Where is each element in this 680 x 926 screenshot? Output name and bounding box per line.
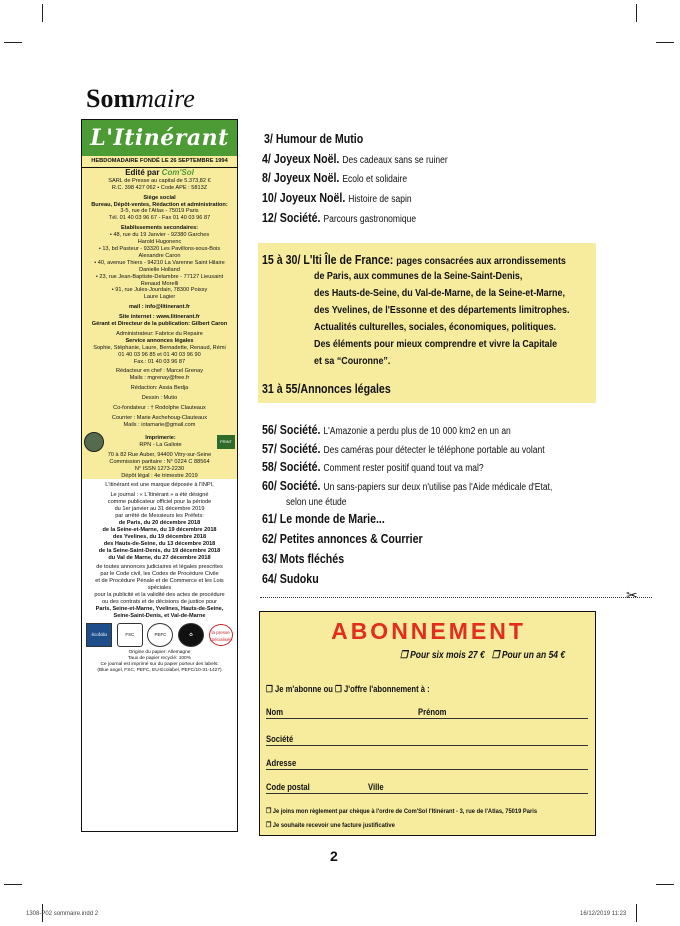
redaction-line: Rédaction: Assia Bedja — [130, 385, 189, 392]
slug-date: 16/12/2019 11:23 — [580, 911, 627, 917]
adresse-field[interactable]: Adresse — [266, 755, 588, 770]
origine-block: Origine du papier: Allemagne Taux de papier recyclé: 100% Ce journal est imprimé sur du papier porteur des labels: (Blue angel, FSC, PEFC, EU-Ecolabel, PEFC/10-31-1427) — [97, 649, 222, 673]
page-number: 2 — [330, 848, 338, 864]
sarl-block: SARL de Presse au capital de 5.373,82 € R.C. 398 427 062 • Code APE : 5813Z — [108, 177, 211, 191]
admin-line: Administrateur: Fabrice du Repaire — [116, 330, 203, 337]
abonnement-options — [400, 650, 565, 661]
crop-mark — [4, 42, 22, 43]
masthead-column — [81, 119, 238, 832]
label-logos — [82, 620, 237, 650]
print-badge: PRINT — [217, 435, 235, 449]
commission-line: Commission paritaire : N° 0224 C 88564 — [109, 458, 210, 465]
toc-item-continuation: selon une étude — [286, 497, 347, 508]
option-un-an[interactable]: ❐ Pour un an 54 € — [491, 650, 565, 661]
crop-mark — [4, 884, 22, 885]
toc-item[interactable]: 62/ Petites annonces & Courrier — [262, 532, 423, 546]
crop-mark — [656, 42, 674, 43]
gerant-line: Gérant et Directeur de la publication: Gilbert Caron — [91, 321, 228, 328]
mail-line: mail : info@litinerant.fr — [128, 304, 191, 311]
presse-specialisee-logo-icon: la presse spécialisée — [209, 624, 233, 646]
courrier-mail: Mails : iotamarie@gmail.com — [123, 421, 196, 428]
toc-highlight-title[interactable]: 15 à 30/ L'Iti Île de France: pages consacrées aux arrondissements — [262, 253, 566, 267]
editor-line: Edité par Com'Sol — [125, 167, 194, 177]
ecofolio-logo-icon: écofolio — [86, 623, 112, 647]
abonnement-form — [259, 611, 596, 836]
site-line: Site internet : www.litinerant.fr — [119, 314, 200, 321]
facture-option[interactable]: ❐ Je souhaite recevoir une facture justificative — [266, 822, 395, 829]
cheque-option[interactable]: ❐ Je joins mon règlement par chèque à l'ordre de Com'Sol l'Itinérant - 3, rue de l'Atlas, 75019 Paris — [266, 808, 538, 815]
pefc-logo-icon: PEFC — [147, 623, 173, 647]
page-title: Sommaire — [86, 84, 195, 113]
toc-highlight-line: de Paris, aux communes de la Seine-Saint-Denis, — [314, 270, 523, 282]
depot-line: Dépôt légal : 4e trimestre 2019 — [121, 472, 198, 479]
toc-item[interactable]: 8/ Joyeux Noël. Ecolo et solidaire — [262, 171, 408, 185]
abonnement-title: ABONNEMENT — [331, 618, 526, 644]
fsc-logo-icon: FSC — [117, 623, 143, 647]
etablissements-block: Etablissements secondaires: • 48, rue du 19 Janvier - 92380 Garches Harold Hugonenc • 13, bd Pasteur - 93320 Les Pavillons-sous-Bois Alexandre Caron • 40, avenue Thiers - 94210 La Varenne Saint Hilaire Danielle Holland • 23, rue Jean-Baptiste-Delambre - 77127 Lieusaint Renaud Morelli • 91, rue Jules-Jourdain, 78300 Poissy Laure Lagier — [94, 225, 225, 301]
toc-item[interactable]: 12/ Société. Parcours gastronomique — [262, 211, 417, 225]
journal-block: Le journal : « L'Itinérant » a été désigné comme publicateur officiel pour la période du 1er janvier au 31 décembre 2019 par arrêté de Messieurs les Préfets: de Paris, du 20 décembre 2018 de la Seine-et-Marne, du 19 décembre 2018 des Yvelines, du 19 décembre 2018 des Hauts-de-Seine, du 13 décembre 2018 de la Seine-Saint-Denis, du 19 décembre 2018 du Val de Marne, du 27 décembre 2018 — [98, 492, 221, 561]
litinerant-logo: L'Itinérant — [82, 120, 237, 156]
redac-chef-mail: Mails : mgrenay@free.fr — [129, 375, 190, 382]
toc-item[interactable]: 57/ Société. Des caméras pour détecter le téléphone portable au volant — [262, 442, 545, 456]
crop-mark — [42, 4, 43, 22]
crop-mark — [636, 904, 637, 922]
toc-highlight-line: Des éléments pour mieux comprendre et vivre la Capitale — [314, 338, 558, 350]
toc-item[interactable]: 60/ Société. Un sans-papiers sur deux n'utilise pas l'Aide médicale d'Etat, — [262, 479, 553, 493]
siege-block: Siège social Bureau, Dépôt-ventes, Rédaction et administration: 3-5, rue de l'Atlas - 75019 Paris Tél. 01 40 03 96 67 - Fax 01 40 03 96 87 — [91, 194, 228, 222]
toc-highlight-line: et sa “Couronne”. — [314, 355, 391, 367]
option-six-mois[interactable]: ❐ Pour six mois 27 € — [399, 650, 485, 661]
crop-mark — [636, 4, 637, 22]
imprimerie-row — [82, 432, 237, 452]
courrier-line: Courrier : Marie Aschehoug-Clauteaux — [111, 415, 208, 421]
dessin-line: Dessin : Mutio — [141, 395, 178, 402]
imprimerie-block: Imprimerie: RPN - La Galiote — [139, 434, 182, 448]
abonnement-choice[interactable]: ❐ Je m'abonne ou ❐ J'offre l'abonnement à : — [266, 684, 430, 694]
imprimerie-address: 70 à 82 Rue Auber, 94400 Vitry-sur-Seine — [107, 451, 212, 458]
scissors-icon: ✂ — [626, 588, 638, 604]
toc-item[interactable]: 56/ Société. L'Amazonie a perdu plus de 10 000 km2 en un an — [262, 423, 511, 437]
annonces-block: de toutes annonces judiciaires et légales prescrites par le Code civil, les Codes de Procédure Civile et de Procédure Pénale et de Commerce et les Lois spéciales pour la publicité et la validité des actes de procédure ou des contrats et de décisions de justice pour Paris, Seine-et-Marne, Yvelines, Hauts-de-Seine, Seine-Saint-Denis, et Val-de-Marne — [94, 564, 225, 619]
toc-item-annonces-legales[interactable]: 31 à 55/Annonces légales — [262, 382, 391, 396]
marque-line: L'itinérant est une marque déposée à l'INPI, — [105, 482, 214, 489]
toc-item[interactable]: 10/ Joyeux Noël. Histoire de sapin — [262, 191, 412, 205]
redac-chef-line: Rédacteur en chef : Marcel Grenay — [115, 368, 204, 375]
toc-item[interactable]: 4/ Joyeux Noël. Des cadeaux sans se ruiner — [262, 152, 448, 166]
toc-item[interactable]: 58/ Société. Comment rester positif quand tout va mal? — [262, 460, 484, 474]
toc-item[interactable]: 63/ Mots fléchés — [262, 552, 345, 566]
recycle-logo-icon: ♻ — [178, 623, 204, 647]
societe-field[interactable]: Société — [266, 731, 588, 746]
toc-item[interactable]: 3/ Humour de Mutio — [264, 132, 364, 146]
issn-line: N° ISSN 1273-2230 — [134, 465, 185, 472]
toc-item[interactable]: 61/ Le monde de Marie... — [262, 512, 385, 526]
cut-line — [260, 597, 652, 598]
toc-item[interactable]: 64/ Sudoku — [262, 572, 319, 586]
slug-file: 1308-P02 sommaire.indd 2 — [26, 911, 99, 917]
emblem-icon — [84, 432, 104, 452]
nom-field[interactable]: Nom Prénom — [266, 704, 588, 719]
code-postal-field[interactable]: Code postal Ville — [266, 779, 588, 794]
founded-line: HEBDOMADAIRE FONDÉ LE 26 SEPTEMBRE 1994 — [82, 156, 237, 168]
toc-highlight-line: Actualités culturelles, sociales, économiques, politiques. — [314, 321, 557, 333]
service-block: Service annonces légales Sophie, Stéphanie, Laure, Bernadette, Renaud, Rémi 01 40 03 96 85 et 01 40 03 96 90 Fax.: 01 40 03 96 87 — [93, 337, 226, 365]
toc-highlight-line: des Hauts-de-Seine, du Val-de-Marne, de la Seine-et-Marne, — [314, 287, 565, 299]
toc-highlight-line: des Yvelines, de l'Essonne et des départements limitrophes. — [314, 304, 570, 316]
crop-mark — [656, 884, 674, 885]
cofondateur-line: Co-fondateur : † Rodolphe Clauteaux — [113, 405, 206, 412]
